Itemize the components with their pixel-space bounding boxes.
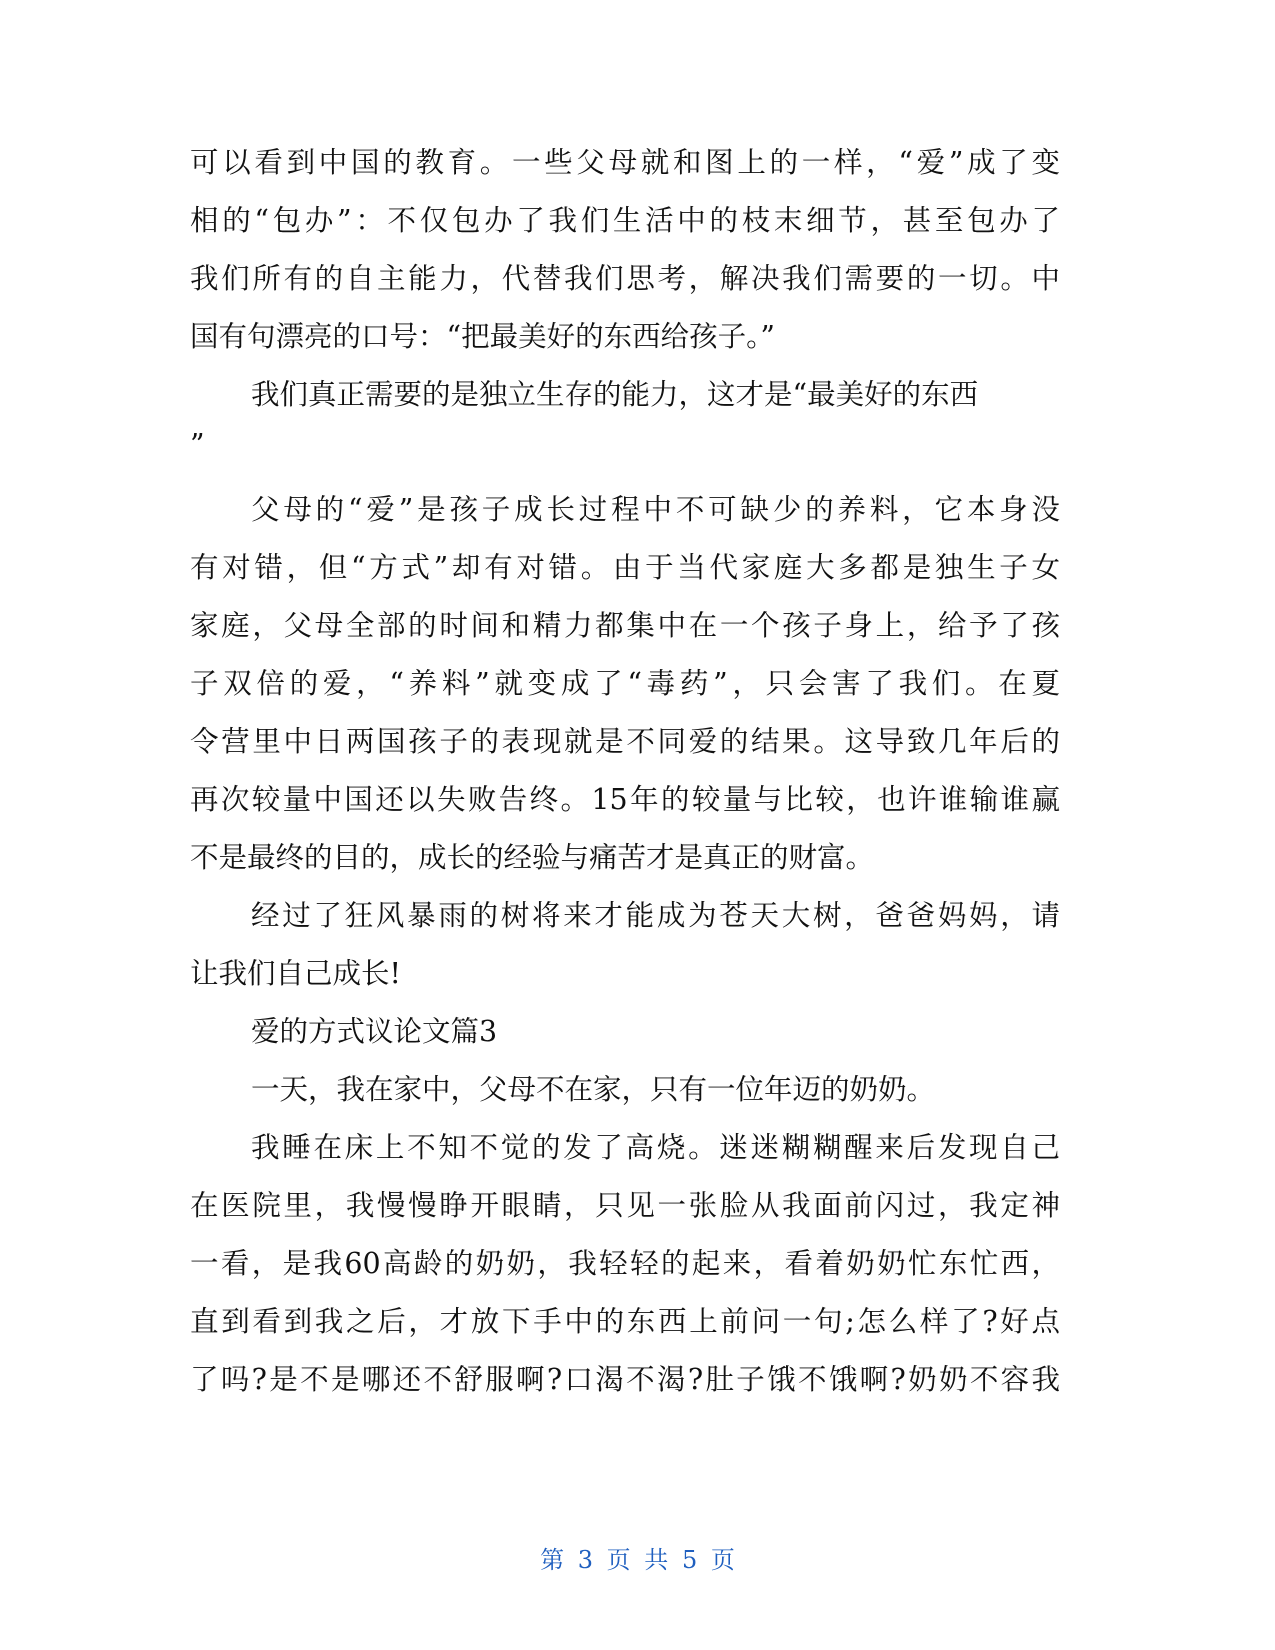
paragraph-line: 我睡在床上不知不觉的发了高烧。迷迷糊糊醒来后发现自己: [251, 1131, 1060, 1164]
paragraph-line: 父母的“爱”是孩子成长过程中不可缺少的养料，它本身没: [251, 493, 1060, 526]
paragraph-line: 子双倍的爱，“养料”就变成了“毒药”，只会害了我们。在夏: [190, 667, 1060, 700]
paragraph-line: 我们所有的自主能力，代替我们思考，解决我们需要的一切。中: [190, 262, 1060, 295]
paragraph-line: 国有句漂亮的口号：“把最美好的东西给孩子。”: [190, 320, 775, 353]
paragraph-line: 一看，是我60高龄的奶奶，我轻轻的起来，看着奶奶忙东忙西，: [190, 1247, 1060, 1280]
paragraph-line: 相的“包办”：不仅包办了我们生活中的枝末细节，甚至包办了: [190, 204, 1060, 237]
page-number-footer: 第 3 页 共 5 页: [540, 1546, 735, 1574]
paragraph-line: 让我们自己成长!: [190, 957, 401, 990]
paragraph-line: 一天，我在家中，父母不在家，只有一位年迈的奶奶。: [251, 1073, 936, 1106]
paragraph-line: 令营里中日两国孩子的表现就是不同爱的结果。这导致几年后的: [190, 725, 1060, 758]
paragraph-line: 直到看到我之后，才放下手中的东西上前问一句;怎么样了?好点: [190, 1305, 1060, 1338]
paragraph-line: 家庭，父母全部的时间和精力都集中在一个孩子身上，给予了孩: [190, 609, 1060, 642]
paragraph-line: 再次较量中国还以失败告终。15年的较量与比较，也许谁输谁赢: [190, 783, 1060, 816]
paragraph-line: 在医院里，我慢慢睁开眼睛，只见一张脸从我面前闪过，我定神: [190, 1189, 1060, 1222]
section-heading: 爱的方式议论文篇3: [251, 1015, 498, 1048]
paragraph-line: 有对错，但“方式”却有对错。由于当代家庭大多都是独生子女: [190, 551, 1060, 584]
paragraph-line: 经过了狂风暴雨的树将来才能成为苍天大树，爸爸妈妈，请: [251, 899, 1060, 932]
paragraph-line: 我们真正需要的是独立生存的能力，这才是“最美好的东西: [251, 378, 979, 411]
paragraph-line: ”: [190, 428, 205, 461]
paragraph-line: 了吗?是不是哪还不舒服啊?口渴不渴?肚子饿不饿啊?奶奶不容我: [190, 1363, 1060, 1396]
paragraph-line: 不是最终的目的，成长的经验与痛苦才是真正的财富。: [190, 841, 875, 874]
paragraph-line: 可以看到中国的教育。一些父母就和图上的一样，“爱”成了变: [190, 146, 1060, 179]
